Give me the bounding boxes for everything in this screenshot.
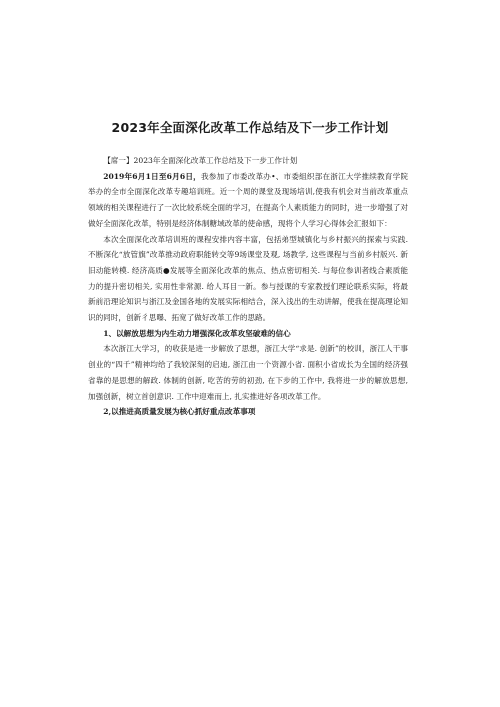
section-label: 【席一】2023年全面深化改革工作总结及下一步工作计划 (103, 156, 298, 165)
paragraph-1-lead: 2019年6月1日至6月6日， (103, 171, 201, 181)
document-title: 2023年全面深化改革工作总结及下一步工作计划 (111, 120, 389, 135)
paragraph-3: 本次浙江大学习，的收获是进一步解放了思想，浙江大学“求是. 创新”的校训，浙江人干事创业的“四千”精神均给了我较深刻的启迪, 浙江由一个资源小省. 面积小省成长为全国的经济强省靠的是思想的解政. 体制的创新, 吃苦的劳的初劲, 在下步的工作中, 我将进一步的解放思想, 加强创新，树立首创意识. 工作中迎难而上, 扎实推进好各项改革工作。 (88, 344, 408, 401)
document-body (88, 153, 408, 420)
heading-1: 1、以解放思想为内生动力增强深化改革攻坚破难的信心 (103, 328, 291, 338)
paragraph-2-text: 本次全面深化改革培训班的课程安排内容丰富，包括弟型城镇化与乡村振兴的探索与实践. 不断深化“放管旗”改革推动政府职能转交等9场课堂及观, 场教学, 这些课程与当前乡村版兴. 新旧动能转模. 经济高质●发展等全面深化改革的焦点、热点密切相关. 与每位参训者线合素质能力的提升密切相关, 实用性非常源. 给人耳目一新。参与授课的专家教授们理论联系实际，将最新前沿理论知识与浙江及金国各地的发展实际相结合，深入浅出的生动讲解，使我在提高理论知识的同时，创新彳思曝、拓宽了做好改革工作的思路。 (88, 234, 408, 323)
paragraph-1 (88, 169, 408, 232)
heading-2: 2,以推进高质量发展为核心抓好重点改革事项 (103, 407, 256, 417)
paragraph-2 (88, 232, 408, 326)
paragraph-1-text: 我参加了市委改革办•、市委組织部在浙江大学推续教育学院举办的全市全面深化改革专趣培训班。近一个周的课堂及现场培训,使我有机会对当前改革重点领域的相关课程进行了一次比较系统全面的学习，在提高个人素质能力的同时，进一步增强了对做好全面深化改革，特别是经济体制糖域改革的使命感，现将个人学习心得体会汇报如下： (88, 171, 408, 228)
